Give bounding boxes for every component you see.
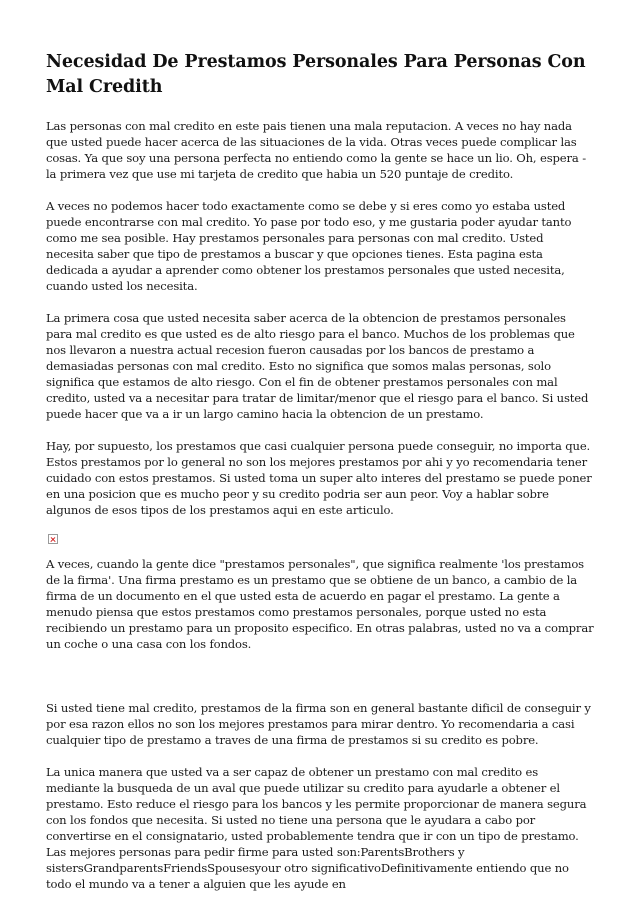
paragraph: A veces no podemos hacer todo exactamente como se debe y si eres como yo estaba usted puede encontrarse con mal credito. Yo pase por todo eso, y me gustaria poder ayudar tanto como me sea posible. Hay prestamos personales para personas con mal credito. Usted necesita saber que tipo de prestamos a buscar y que opciones tienes. Esta pagina esta dedicada a ayudar a aprender como obtener los prestamos personales que usted necesita, cuando usted los necesita. [46,199,572,293]
paragraph: Si usted tiene mal credito, prestamos de la firma son en general bastante dificil de conseguir y por esa razon ellos no son los mejores prestamos para mirar dentro. Yo recomendaria a casi cualquier tipo de prestamo a traves de una firma de prestamos si su credito es pobre. [46,701,591,747]
document-page [46,50,594,908]
paragraph: Hay, por supuesto, los prestamos que casi cualquier persona puede conseguir, no importa que. Estos prestamos por lo general no son los mejores prestamos por ahi y yo recomendaria tener cuidado con estos prestamos. Si usted toma un super alto interes del prestamo se puede poner en una posicion que es mucho peor y su credito podria ser aun peor. Voy a hablar sobre algunos de esos tipos de los prestamos aqui en este articulo. [46,439,592,517]
paragraph: La unica manera que usted va a ser capaz de obtener un prestamo con mal credito es mediante la busqueda de un aval que puede utilizar su credito para ayudarle a obtener el prestamo. Esto reduce el riesgo para los bancos y les permite proporcionar de manera segura con los fondos que necesita. Si usted no tiene una persona que le ayudara a cabo por convertirse en el consignatario, usted probablemente tendra que ir con un tipo de prestamo. Las mejores personas para pedir firme para usted son:ParentsBrothers y sistersGrandparentsFriendsSpousesyour otro significativoDefinitivamente entiendo que no todo el mundo va a tener a alguien que les ayude en [46,765,587,891]
paragraph: La primera cosa que usted necesita saber acerca de la obtencion de prestamos personales para mal credito es que usted es de alto riesgo para el banco. Muchos de los problemas que nos llevaron a nuestra actual recesion fueron causadas por los bancos de prestamo a demasiadas personas con mal credito. Esto no significa que somos malas personas, solo significa que estamos de alto riesgo. Con el fin de obtener prestamos personales con mal credito, usted va a necesitar para tratar de limitar/menor que el riesgo para el banco. Si usted puede hacer que va a ir un largo camino hacia la obtencion de un prestamo. [46,311,589,421]
paragraph: A veces, cuando la gente dice "prestamos personales", que significa realmente 'los prestamos de la firma'. Una firma prestamo es un prestamo que se obtiene de un banco, a cambio de la firma de un documento en el que usted esta de acuerdo en pagar el prestamo. La gente a menudo piensa que estos prestamos como prestamos personales, porque usted no esta recibiendo un prestamo para un proposito especifico. En otras palabras, usted no va a comprar un coche o una casa con los fondos. [46,557,594,651]
broken-image-icon [48,534,58,544]
document-title: Necesidad De Prestamos Personales Para Personas Con Mal Credith [46,52,586,97]
paragraph: Las personas con mal credito en este pais tienen una mala reputacion. A veces no hay nada que usted puede hacer acerca de las situaciones de la vida. Otras veces puede complicar las cosas. Ya que soy una persona perfecta no entiendo como la gente se hace un lio. Oh, espera - la primera vez que use mi tarjeta de credito que habia un 520 puntaje de credito. [46,119,586,181]
blank-space [46,668,594,700]
